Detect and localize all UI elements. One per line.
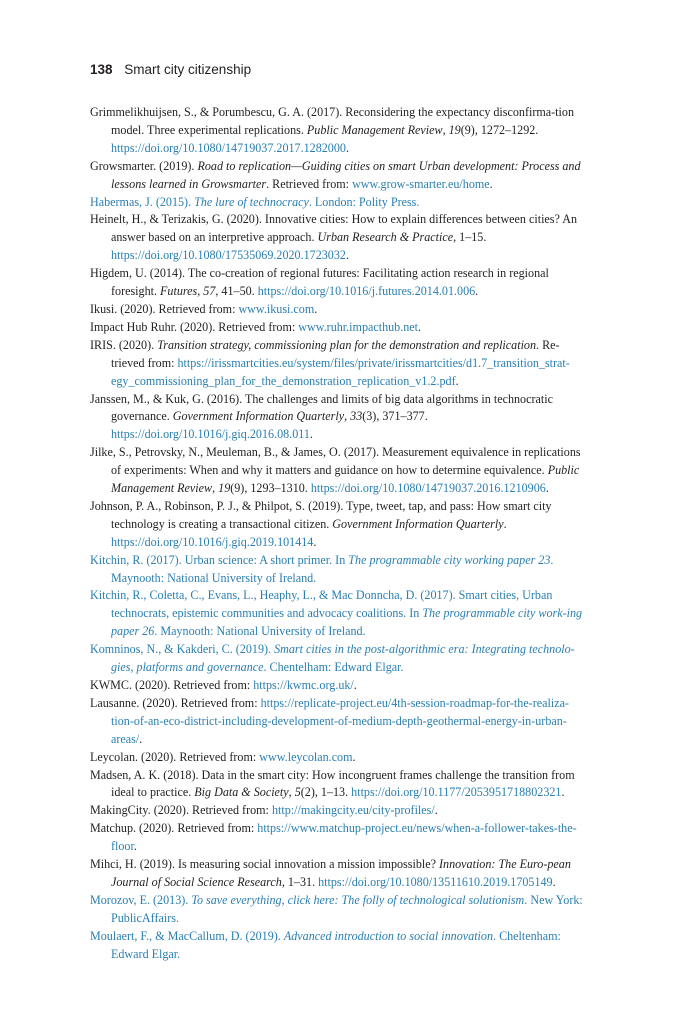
reference-link[interactable]: https://doi.org/10.1080/13511610.2019.1705149 [318,874,553,889]
reference-text: MakingCity. (2020). Retrieved from: [90,803,272,818]
reference-italic-text: The lure of technocracy [194,194,309,209]
reference-text: Impact Hub Ruhr. (2020). Retrieved from: [90,319,299,334]
reference-text: , [197,284,204,299]
reference-entry [90,337,589,391]
reference-entry [90,695,589,749]
reference-italic-text: 57 [203,284,216,299]
reference-text: Growsmarter. (2019). [90,158,198,173]
reference-entry [90,552,589,588]
reference-entry [90,444,589,498]
reference-link[interactable]: www.grow-smarter.eu/home [352,176,490,191]
reference-link[interactable]: https://kwmc.org.uk/ [253,678,354,692]
reference-link[interactable]: http://makingcity.eu/city-profiles/ [271,803,435,818]
reference-link[interactable]: https://irissmartcities.eu/system/files/private/irissmartcities/d1.7_transition_strat-egy_commissioning_plan_for_the_demonstration_replication_v1.2.pdf [111,355,570,388]
reference-italic-text: Transition strategy, commissioning plan for the demonstration and replication [157,337,537,352]
reference-link[interactable]: https://doi.org/10.1016/j.giq.2016.08.011 [111,427,310,442]
reference-italic-text: Road to replication—Guiding cities on smart Urban development: Process and lessons learned in Growsmarter [111,158,581,191]
reference-entry [90,641,589,677]
reference-text: . [345,248,349,263]
reference-italic-text: 19 [218,481,231,496]
reference-italic-text: Public Management Review [111,463,580,496]
reference-text: . Maynooth: National University of Ireland. [111,552,554,585]
reference-text: . [434,803,438,818]
reference-text: . Cheltenham: Edward Elgar. [111,928,561,961]
reference-text: Kitchin, R. (2017). Urban science: A short primer. In [90,552,349,567]
reference-text: , [212,481,219,496]
reference-italic-text: Government Information Quarterly [332,516,504,531]
reference-text: Heinelt, H., & Terizakis, G. (2020). Innovative cities: How to explain differences between cities? An answer based on an interpretive approach. [90,212,578,245]
reference-italic-text: The programmable city work-ing paper 26 [111,606,583,639]
reference-text: Johnson, P. A., Robinson, P. J., & Philpot, S. (2019). Type, tweet, tap, and pass: How smart city technology is creating a transactional citizen. [90,498,552,531]
reference-entry [90,767,589,803]
reference-text: Komninos, N., & Kakderi, C. (2019). [90,642,275,657]
reference-text: , 1–31. [281,874,319,889]
reference-text: . [545,481,549,496]
reference-link[interactable]: www.ikusi.com [238,301,315,316]
reference-link[interactable]: https://doi.org/10.1016/j.giq.2019.101414 [111,534,314,549]
reference-italic-text: 33 [350,409,363,424]
reference-text: (2), 1–13. [300,785,352,800]
reference-text: Janssen, M., & Kuk, G. (2016). The challenges and limits of big data algorithms in technocratic governance. [90,391,553,424]
reference-entry [90,391,589,445]
reference-link[interactable]: https://doi.org/10.1080/14719037.2017.1282000 [111,140,346,155]
reference-italic-text: Innovation: The Euro-pean Journal of Social Science Research [111,857,571,889]
reference-text: , 1–15. [453,230,487,245]
reference-link[interactable]: https://doi.org/10.1080/17535069.2020.1723032 [111,248,346,263]
reference-text: . [489,176,493,191]
reference-entry [90,587,589,641]
reference-italic-text: Public Management Review [306,122,443,137]
reference-entry [90,158,589,194]
reference-text: , [344,409,351,424]
reference-link[interactable]: www.ruhr.impacthub.net [298,319,419,334]
page-number: 138 [90,62,113,77]
reference-list [90,104,589,964]
reference-text: Habermas, J. (2015). [90,194,195,209]
reference-entry [90,301,589,319]
reference-text: . Retrieved from: [266,176,353,191]
reference-text: Grimmelikhuijsen, S., & Porumbescu, G. A. (2017). Reconsidering the expectancy disconfirma-tion model. Three experimental replications. [90,105,574,137]
reference-text: (3), 371–377. [362,409,428,424]
reference-entry [90,104,589,158]
reference-link[interactable]: https://replicate-project.eu/4th-session-roadmap-for-the-realiza-tion-of-an-eco-district-including-development-of-medium-depth-geothermal-energy-in-urban-areas/ [111,695,569,746]
reference-text: . New York: PublicAffairs. [111,892,583,925]
reference-text: . [345,140,349,155]
reference-text: . [353,678,357,692]
reference-link[interactable]: www.leycolan.com [259,749,353,764]
reference-entry [90,820,589,856]
reference-text: (9), 1272–1292. [460,122,539,137]
reference-text: Leycolan. (2020). Retrieved from: [90,749,260,764]
reference-entry [90,749,589,767]
reference-text: . [352,749,356,764]
reference-text: . [139,731,143,746]
reference-italic-text: Urban Research & Practice [317,230,454,245]
reference-text: . Chentelham: Edward Elgar. [263,660,404,675]
reference-text: . [133,839,137,854]
reference-link[interactable]: https://www.matchup-project.eu/news/when-a-follower-takes-the-floor [111,821,577,854]
reference-text: Moulaert, F., & MacCallum, D. (2019). [90,928,284,943]
reference-italic-text: To save everything, click here: The folly of technological solutionism [191,892,525,907]
reference-entry [90,211,589,265]
reference-text: Kitchin, R., Coletta, C., Evans, L., Heaphy, L., & Mac Donncha, D. (2017). Smart cities, Urban technocrats, epistemic communities and advocacy coalitions. In [90,588,553,621]
reference-entry [90,265,589,301]
running-head [90,62,251,77]
reference-link[interactable]: https://doi.org/10.1177/2053951718802321 [351,785,562,800]
reference-italic-text: Smart cities in the post-algorithmic era: Integrating technolo-gies, platforms and governance [111,642,575,675]
reference-link[interactable]: https://doi.org/10.1016/j.futures.2014.01.006 [257,284,476,299]
reference-text: . Re-trieved from: [111,337,560,370]
reference-text: Jilke, S., Petrovsky, N., Meuleman, B., & James, O. (2017). Measurement equivalence in replications of experiments: When and why it matters and guidance on how to determine equivalence. [90,445,581,478]
reference-link[interactable]: https://doi.org/10.1080/14719037.2016.1210906 [310,481,546,496]
reference-text: . [418,319,422,334]
reference-italic-text: Government Information Quarterly [172,409,345,424]
reference-text: . [313,534,317,549]
reference-text: . [309,427,313,442]
reference-text: . [455,373,459,388]
reference-text: . [552,874,556,889]
reference-entry [90,928,589,964]
reference-text: . Maynooth: National University of Ireland. [154,624,366,639]
reference-text: . [503,516,507,531]
reference-entry [90,319,589,337]
reference-entry [90,892,589,928]
reference-entry [90,802,589,820]
reference-text: Morozov, E. (2013). [90,892,192,907]
reference-text: . London: Polity Press. [308,194,420,209]
reference-italic-text: Futures [160,284,198,299]
reference-text: , [288,785,295,800]
reference-text: Higdem, U. (2014). The co-creation of regional futures: Facilitating action research in regional foresight. [90,266,549,299]
reference-italic-text: Advanced introduction to social innovation [283,928,494,943]
reference-text: IRIS. (2020). [90,337,158,352]
reference-italic-text: 19 [448,122,461,137]
reference-entry [90,498,589,552]
reference-text: Matchup. (2020). Retrieved from: [90,821,258,836]
reference-italic-text: Big Data & Society [194,785,289,800]
reference-text: Lausanne. (2020). Retrieved from: [90,695,261,710]
reference-text: KWMC. (2020). Retrieved from: [90,678,254,692]
reference-italic-text: The programmable city working paper 23 [348,552,551,567]
reference-entry [90,677,589,695]
reference-text: , [442,122,449,137]
reference-text: Mihci, H. (2019). Is measuring social innovation a mission impossible? [90,857,439,872]
reference-text: . [561,785,565,800]
chapter-title: Smart city citizenship [124,62,252,77]
reference-text: , 41–50. [215,284,258,299]
reference-entry [90,194,589,212]
reference-text: Madsen, A. K. (2018). Data in the smart city: How incongruent frames challenge the transition from ideal to practice. [90,767,575,800]
reference-text: . [475,284,479,299]
reference-text: Ikusi. (2020). Retrieved from: [90,301,239,316]
reference-text: (9), 1293–1310. [230,481,311,496]
reference-italic-text: 5 [294,785,301,800]
reference-entry [90,856,589,892]
reference-text: . [314,301,318,316]
